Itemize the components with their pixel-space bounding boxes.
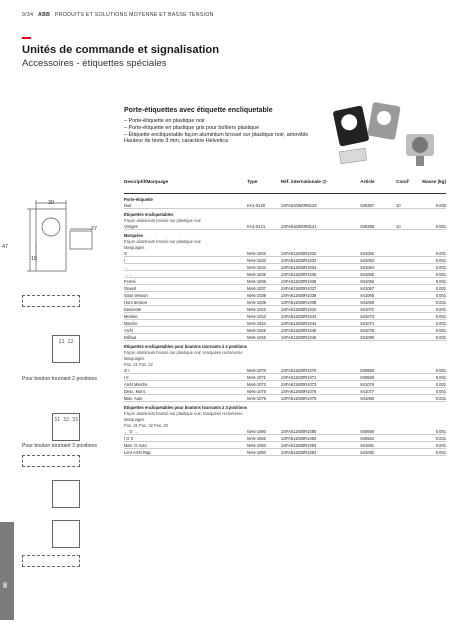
- label-holder-grey-image: [367, 102, 400, 140]
- table-cell: Marche: [124, 320, 247, 327]
- dimension-drawing: [14, 195, 114, 290]
- two-position-caption: Pour bouton tournant 2 positions: [22, 376, 97, 382]
- table-cell: 1SFA611930R1037: [281, 285, 361, 292]
- table-cell: [396, 285, 418, 292]
- table-cell: 1SFA611930R1034: [281, 264, 361, 271]
- table-cell: O I: [124, 367, 247, 374]
- side-tab: [0, 522, 14, 620]
- table-row: [124, 257, 446, 264]
- column-header: Type: [247, 176, 281, 194]
- table-cell: 840554: [360, 435, 396, 442]
- section-name: PRODUITS ET SOLUTIONS MOYENNE ET BASSE TENSION: [54, 12, 214, 18]
- table-cell: MA6-1070: [247, 367, 281, 374]
- table-cell: [360, 230, 396, 239]
- page-title: Unités de commande et signalisation: [22, 44, 220, 56]
- table-cell: Hors tension: [124, 299, 247, 306]
- dimension-label-width: 27: [91, 226, 98, 232]
- table-cell: Lent Arrêt Rap.: [124, 449, 247, 456]
- table-cell: 1SFA611930R1073: [281, 381, 361, 388]
- column-header: Article: [360, 176, 396, 194]
- table-cell: Ouvert: [124, 285, 247, 292]
- table-cell: MA6-1044: [247, 320, 281, 327]
- table-cell: 840559: [360, 374, 396, 381]
- table-cell: [396, 278, 418, 285]
- table-row: [124, 313, 446, 320]
- table-row: [124, 306, 446, 313]
- table-cell: 0.001: [418, 250, 446, 257]
- table-cell: [418, 209, 446, 218]
- column-header: Masse (kg): [418, 176, 446, 194]
- table-cell: Pos. 31 Pos. 32 Pos. 33: [124, 422, 168, 428]
- table-cell: [396, 449, 418, 456]
- dimension-height: 47: [2, 244, 9, 250]
- table-cell: [360, 194, 396, 203]
- table-cell: 841075: [360, 327, 396, 334]
- table-cell: 841067: [360, 285, 396, 292]
- table-cell: MA6-1083: [247, 442, 281, 449]
- table-cell: 1SFA611930R1071: [281, 374, 361, 381]
- table-cell: Façon aluminium brossé sur plastique noir, marquées recto/verso: [124, 410, 243, 416]
- table-cell: 0.001: [418, 374, 446, 381]
- three-position-caption: Pour bouton tournant 3 positions: [22, 443, 97, 449]
- table-cell: 0.001: [418, 271, 446, 278]
- table-cell: 0.001: [418, 388, 446, 395]
- table-cell: Arrêt: [124, 327, 247, 334]
- table-cell: 841090: [360, 334, 396, 341]
- table-cell: 0.001: [418, 327, 446, 334]
- product-photo: [330, 100, 446, 172]
- table-cell: Noir: [124, 202, 247, 209]
- table-row: [124, 341, 446, 350]
- table-cell: →→: [124, 271, 247, 278]
- table-cell: MA6-1075: [247, 388, 281, 395]
- table-cell: 1SFA611930R1080: [281, 428, 361, 435]
- feature-item: – Porte-étiquette en plastique noir: [124, 118, 205, 124]
- table-cell: [396, 388, 418, 395]
- table-cell: [396, 374, 418, 381]
- table-header-row: [124, 176, 446, 194]
- table-cell: 1SFA611930R1079: [281, 395, 361, 402]
- table-cell: 0.001: [418, 367, 446, 374]
- table-cell: 0.001: [418, 285, 446, 292]
- dimension-width: 30: [48, 200, 55, 206]
- table-cell: 1SFA611930R1070: [281, 367, 361, 374]
- table-cell: MA6-1080: [247, 428, 281, 435]
- table-cell: MA6-1036: [247, 278, 281, 285]
- side-page-number: 60: [2, 582, 9, 588]
- table-body: [124, 194, 446, 456]
- table-cell: [360, 341, 396, 350]
- table-cell: MA6-1084: [247, 449, 281, 456]
- table-row: [124, 230, 446, 239]
- table-cell: Descente: [124, 306, 247, 313]
- table-cell: 841068: [360, 292, 396, 299]
- table-cell: 841069: [360, 299, 396, 306]
- table-cell: [247, 209, 281, 218]
- column-header: Réf. internationale @: [281, 176, 361, 194]
- three-position-label-alt: [52, 480, 80, 508]
- feature-note: Hauteur de texte 3 mm, caractère Helvetica: [124, 138, 228, 145]
- table-cell: 841072: [360, 306, 396, 313]
- table-cell: 0.001: [418, 292, 446, 299]
- three-position-label: [52, 413, 80, 441]
- table-cell: 1SFA611930R1046: [281, 334, 361, 341]
- table-cell: Façon aluminium brossé sur plastique noir: [124, 217, 201, 223]
- table-cell: [281, 341, 361, 350]
- table-cell: 1SFA611930R1035: [281, 271, 361, 278]
- table-cell: [247, 230, 281, 239]
- table-row: [124, 449, 446, 456]
- table-cell: MA6-1073: [247, 381, 281, 388]
- table-cell: I O II: [124, 435, 247, 442]
- table-cell: Vierges: [124, 223, 247, 230]
- table-cell: MA6-1079: [247, 395, 281, 402]
- table-cell: 840288: [360, 223, 396, 230]
- table-cell: MA6-1033: [247, 257, 281, 264]
- two-position-marking: 21 22: [58, 339, 74, 345]
- table-cell: [396, 327, 418, 334]
- table-cell: [396, 257, 418, 264]
- table-cell: 0.001: [418, 442, 446, 449]
- table-row: [124, 320, 446, 327]
- table-cell: 0.002: [418, 202, 446, 209]
- pushbutton-image: [406, 134, 434, 166]
- table-cell: Marquages: [124, 355, 145, 361]
- table-row: [124, 435, 446, 442]
- table-cell: 841073: [360, 313, 396, 320]
- table-cell: Étiquettes encliquetables: [124, 211, 174, 217]
- table-cell: 0.001: [418, 313, 446, 320]
- table-cell: 1SFA611930R1075: [281, 388, 361, 395]
- table-cell: 1SFA616920R8121: [281, 223, 361, 230]
- table-cell: 1SFA611930R1032: [281, 250, 361, 257]
- table-cell: 1SFA611930R1036: [281, 278, 361, 285]
- table-row: [124, 278, 446, 285]
- table-cell: Façon aluminium brossé sur plastique noir, marquées recto/verso: [124, 349, 243, 355]
- table-row: [124, 209, 446, 218]
- three-position-label-alt-2: [52, 520, 80, 548]
- table-cell: 1SFA616920R8120: [281, 202, 361, 209]
- table-cell: 0.001: [418, 223, 446, 230]
- table-row: [124, 334, 446, 341]
- table-cell: 841065: [360, 271, 396, 278]
- table-cell: 0.001: [418, 395, 446, 402]
- table-cell: 1SFA611930R1042: [281, 306, 361, 313]
- page-header: [22, 12, 214, 18]
- table-cell: I II: [124, 374, 247, 381]
- table-row: [124, 285, 446, 292]
- table-row: [124, 388, 446, 395]
- table-cell: 0.001: [418, 257, 446, 264]
- table-cell: 841074: [360, 320, 396, 327]
- three-position-marking: 31 32 33: [53, 417, 79, 423]
- table-row: [124, 395, 446, 402]
- table-cell: 841062: [360, 250, 396, 257]
- table-cell: MA6-1045: [247, 327, 281, 334]
- table-row: [124, 374, 446, 381]
- table-cell: Étiquettes encliquetables pour boutons tournants à 3 positions: [124, 404, 248, 410]
- table-cell: 0.001: [418, 299, 446, 306]
- table-row: [124, 271, 446, 278]
- table-cell: 1SFA611930R1045: [281, 327, 361, 334]
- table-cell: [396, 341, 418, 350]
- product-table: [124, 176, 446, 456]
- page-indicator: 9/34: [22, 12, 34, 18]
- table-cell: [247, 194, 281, 203]
- table-cell: 841082: [360, 449, 396, 456]
- table-cell: [396, 194, 418, 203]
- table-cell: Façon aluminium brossé sur plastique noir: [124, 238, 201, 244]
- table-row: [124, 299, 446, 306]
- table-cell: ← O →: [124, 428, 247, 435]
- table-cell: I: [124, 257, 247, 264]
- table-cell: [281, 209, 361, 218]
- table-cell: 0.001: [418, 278, 446, 285]
- table-cell: Pos. 21 Pos. 22: [124, 361, 153, 367]
- table-cell: 841077: [360, 388, 396, 395]
- table-cell: 1SFA611930R1033: [281, 257, 361, 264]
- feature-item: – Porte-étiquette en plastique gris pour boîtiers plastique: [124, 124, 260, 131]
- table-cell: [396, 442, 418, 449]
- table-cell: [396, 435, 418, 442]
- column-header: Descriptif/Marquage: [124, 176, 247, 194]
- table-cell: 10: [396, 223, 418, 230]
- page-subtitle: Accessoires - étiquettes spéciales: [22, 58, 167, 69]
- two-position-label: [52, 335, 80, 363]
- table-cell: Arrêt Marche: [124, 381, 247, 388]
- table-cell: Sous tension: [124, 292, 247, 299]
- brand-name: ABB: [38, 12, 51, 18]
- table-cell: Défaut: [124, 334, 247, 341]
- table-cell: [396, 402, 418, 411]
- table-cell: Marquages: [124, 416, 145, 422]
- accent-bar: [22, 37, 31, 39]
- table-cell: [418, 341, 446, 350]
- table-cell: →: [124, 264, 247, 271]
- table-row: [124, 381, 446, 388]
- table-cell: Marquages: [124, 244, 145, 250]
- table-cell: 0.001: [418, 428, 446, 435]
- table-cell: [396, 209, 418, 218]
- table-cell: 1SFA611930R1044: [281, 320, 361, 327]
- table-row: [124, 292, 446, 299]
- table-cell: 841076: [360, 381, 396, 388]
- table-cell: 0.001: [418, 334, 446, 341]
- table-cell: Man. Auto: [124, 395, 247, 402]
- table-cell: [396, 395, 418, 402]
- table-cell: 841064: [360, 264, 396, 271]
- table-cell: 0.001: [418, 306, 446, 313]
- table-cell: Man. O Auto: [124, 442, 247, 449]
- product-heading: Porte-étiquettes avec étiquette encliquetable: [124, 107, 273, 114]
- table-cell: MA6-1042: [247, 306, 281, 313]
- table-cell: Porte-étiquette: [124, 196, 153, 202]
- table-cell: 840556: [360, 428, 396, 435]
- table-cell: MA6-1034: [247, 264, 281, 271]
- table-cell: 840287: [360, 202, 396, 209]
- table-cell: 1SFA611930R1039: [281, 299, 361, 306]
- table-cell: [396, 292, 418, 299]
- table-cell: MA6-1037: [247, 285, 281, 292]
- table-cell: KA1-8121: [247, 223, 281, 230]
- table-cell: 841066: [360, 278, 396, 285]
- table-cell: MA6-1039: [247, 299, 281, 306]
- table-cell: 0.001: [418, 381, 446, 388]
- table-cell: [418, 402, 446, 411]
- table-cell: 1SFA611930R1038: [281, 292, 361, 299]
- table-cell: 10: [396, 202, 418, 209]
- table-cell: O: [124, 250, 247, 257]
- table-cell: [396, 381, 418, 388]
- table-cell: 1SFA611930R1084: [281, 449, 361, 456]
- table-cell: MA6-1032: [247, 250, 281, 257]
- table-cell: 1SFA611930R1082: [281, 435, 361, 442]
- table-cell: Étiquettes encliquetables pour boutons tournants à 2 positions: [124, 343, 248, 349]
- table-cell: [396, 230, 418, 239]
- snap-label-image: [339, 148, 366, 164]
- three-position-strip: [22, 455, 80, 467]
- table-cell: MA6-1038: [247, 292, 281, 299]
- table-cell: [396, 313, 418, 320]
- blank-label: [22, 295, 80, 307]
- table-cell: MA6-1071: [247, 374, 281, 381]
- table-cell: [281, 194, 361, 203]
- table-cell: MA6-1082: [247, 435, 281, 442]
- table-cell: [281, 402, 361, 411]
- table-cell: [360, 209, 396, 218]
- table-cell: Desc. Mont.: [124, 388, 247, 395]
- table-cell: [418, 194, 446, 203]
- table-cell: MA6-1035: [247, 271, 281, 278]
- product-features: [124, 118, 312, 145]
- table-row: [124, 264, 446, 271]
- table-cell: Marquées: [124, 232, 144, 238]
- label-holder-black-image: [333, 105, 370, 146]
- table-cell: 0.001: [418, 435, 446, 442]
- table-cell: 841081: [360, 442, 396, 449]
- table-row: [124, 194, 446, 203]
- table-cell: 0.001: [418, 264, 446, 271]
- table-cell: 1SFA611930R1043: [281, 313, 361, 320]
- table-cell: [396, 306, 418, 313]
- dimension-label-height: 15: [31, 256, 38, 262]
- table-cell: Montée: [124, 313, 247, 320]
- table-cell: [396, 299, 418, 306]
- feature-item: – Étiquette encliquetable façon aluminium brossé sur plastique noir, amovible: [124, 131, 309, 138]
- table-cell: [360, 402, 396, 411]
- table-cell: MA6-1043: [247, 313, 281, 320]
- table-cell: [418, 230, 446, 239]
- table-cell: 841080: [360, 395, 396, 402]
- table-cell: [396, 271, 418, 278]
- column-header: Cond¹: [396, 176, 418, 194]
- table-cell: 0.001: [418, 320, 446, 327]
- table-cell: [247, 341, 281, 350]
- table-row: [124, 402, 446, 411]
- table-cell: [396, 334, 418, 341]
- table-row: [124, 327, 446, 334]
- table-cell: 840550: [360, 367, 396, 374]
- three-position-strip-2: [22, 555, 80, 567]
- table-cell: Fermé: [124, 278, 247, 285]
- table-cell: [281, 230, 361, 239]
- table-row: [124, 442, 446, 449]
- table-cell: 0.001: [418, 449, 446, 456]
- table-cell: MA6-1046: [247, 334, 281, 341]
- table-cell: 1SFA611930R1083: [281, 442, 361, 449]
- table-cell: 841063: [360, 257, 396, 264]
- table-cell: [247, 402, 281, 411]
- table-cell: [396, 264, 418, 271]
- table-cell: KA1-8120: [247, 202, 281, 209]
- table-cell: [396, 320, 418, 327]
